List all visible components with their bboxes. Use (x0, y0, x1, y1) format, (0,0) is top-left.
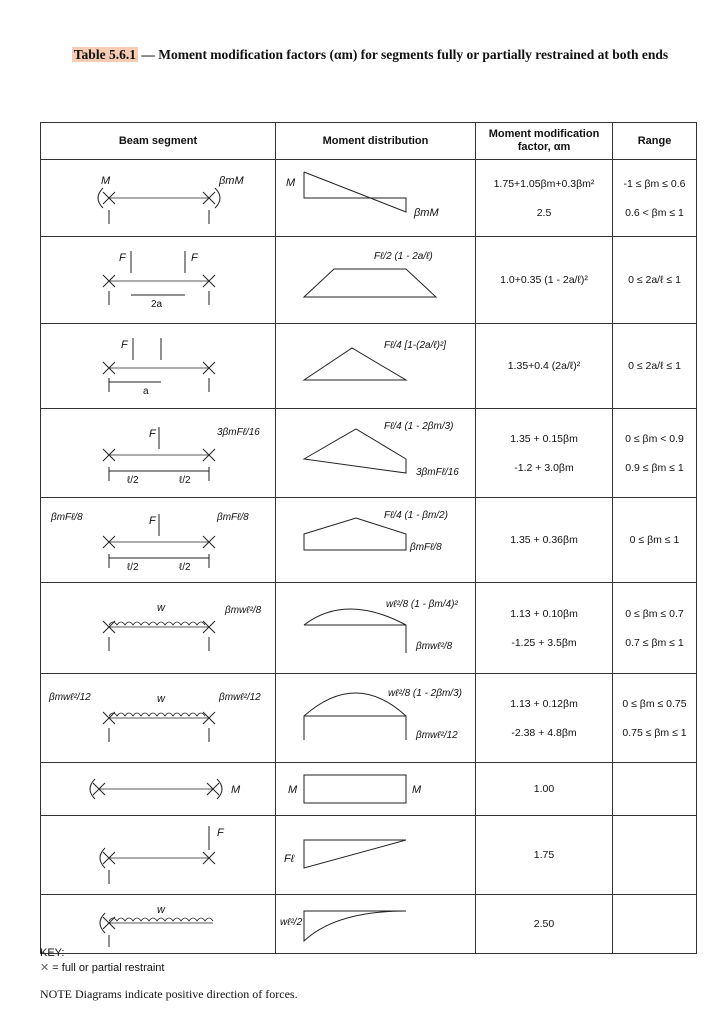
factor-value: 1.75+1.05βm+0.3βm² (493, 177, 595, 190)
factor-cell (476, 237, 613, 324)
distributed-load-icon (109, 622, 205, 625)
range-value: 0.9 ≤ βm ≤ 1 (625, 461, 684, 474)
beam-svg (41, 409, 276, 497)
dimension-label: ℓ/2 (179, 475, 191, 486)
key-title: KEY: (40, 947, 65, 959)
dimension-line (109, 378, 209, 392)
beam-diagram (41, 160, 276, 237)
factor-value: 1.35 + 0.36βm (510, 534, 578, 546)
beam-svg (41, 583, 276, 673)
table-row (41, 409, 697, 498)
factor-cell (476, 816, 613, 895)
table-number: Table 5.6.1 (73, 47, 136, 62)
distribution-diagram (276, 324, 476, 409)
factor-cell (476, 583, 613, 674)
end-moment-label: βmwℓ²/12 (219, 692, 261, 703)
distribution-svg (276, 498, 476, 582)
distribution-diagram (276, 674, 476, 763)
dist-label: Fℓ/4 (1 - βm/2) (384, 510, 448, 521)
header-row (41, 123, 697, 160)
distribution-svg (276, 895, 476, 953)
beam-diagram (41, 237, 276, 324)
distribution-svg (276, 237, 476, 323)
distributed-load-icon (109, 918, 213, 921)
range-value: 0 ≤ 2a/ℓ ≤ 1 (628, 274, 681, 286)
dist-right-label: M (412, 784, 422, 796)
dist-left-label: wℓ²/2 (280, 917, 303, 928)
factor-cell (476, 324, 613, 409)
header-range: Range (613, 123, 697, 160)
factor-value: 1.35+0.4 (2a/ℓ)² (507, 360, 581, 372)
key-text: = full or partial restraint (52, 962, 165, 974)
distribution-diagram (276, 895, 476, 954)
beam-svg (41, 895, 276, 953)
distribution-diagram (276, 498, 476, 583)
dimension-label: 2a (151, 299, 163, 310)
factor-cell (476, 498, 613, 583)
key-row (40, 961, 164, 976)
range-cell (613, 409, 697, 498)
beam-diagram (41, 583, 276, 674)
dist-label: Fℓ/2 (1 - 2a/ℓ) (374, 251, 433, 262)
end-moment-label: βmFℓ/8 (51, 512, 83, 523)
factor-cell (476, 409, 613, 498)
range-value: 0 ≤ βm ≤ 0.7 (625, 607, 684, 620)
range-cell (613, 674, 697, 763)
dimension-label: ℓ/2 (127, 475, 139, 486)
factor-value: -2.38 + 4.8βm (511, 726, 577, 739)
moment-diagram-shape (304, 518, 406, 550)
range-value: 0.6 < βm ≤ 1 (625, 206, 684, 219)
beam-right-moment: βmM (219, 175, 244, 187)
range-value: 0 ≤ 2a/ℓ ≤ 1 (628, 360, 681, 372)
header-beam-segment: Beam segment (41, 123, 276, 160)
load-label: w (157, 693, 165, 705)
distribution-diagram (276, 583, 476, 674)
moment-diagram-shape (304, 269, 436, 297)
factor-value: 1.13 + 0.10βm (510, 607, 578, 620)
table-row (41, 895, 697, 954)
distribution-svg (276, 816, 476, 894)
range-cell (613, 895, 697, 954)
distributed-load-icon (109, 713, 205, 716)
distribution-svg (276, 409, 476, 497)
end-moment-label: βmFℓ/8 (217, 512, 249, 523)
force-label: F (119, 252, 126, 264)
beam-svg (41, 816, 276, 894)
force-label: F (217, 827, 224, 839)
distribution-diagram (276, 816, 476, 895)
factor-value: 1.35 + 0.15βm (510, 432, 578, 445)
factor-value: 1.13 + 0.12βm (510, 697, 578, 710)
range-value: -1 ≤ βm ≤ 0.6 (623, 177, 686, 190)
factor-value: 2.50 (533, 918, 555, 930)
dimension-label: ℓ/2 (127, 562, 139, 573)
dimension-label: a (143, 386, 149, 397)
moment-diagram-shape (304, 775, 406, 803)
range-cell (613, 160, 697, 237)
beam-diagram (41, 324, 276, 409)
moment-factor-table (40, 122, 697, 954)
reaction-arrow-icon (109, 728, 209, 742)
factor-cell (476, 674, 613, 763)
table-row (41, 160, 697, 237)
note-text: NOTE Diagrams indicate positive direction of forces. (40, 987, 298, 1001)
table-caption: — Moment modification factors (αm) for segments fully or partially restrained at both ends (137, 47, 669, 62)
dimension-line (109, 467, 209, 481)
beam-svg (41, 674, 276, 762)
range-value: 0.75 ≤ βm ≤ 1 (622, 726, 687, 739)
moment-diagram-shape (304, 429, 406, 473)
factor-value: 1.0+0.35 (1 - 2a/ℓ)² (500, 274, 588, 286)
table-row (41, 498, 697, 583)
beam-left-moment: M (101, 175, 111, 187)
dist-label: βmFℓ/8 (410, 542, 442, 553)
dist-label: wℓ²/8 (1 - βm/4)² (386, 599, 458, 610)
load-label: w (157, 602, 165, 614)
distribution-diagram (276, 763, 476, 816)
range-cell (613, 763, 697, 816)
dimension-label: ℓ/2 (179, 562, 191, 573)
moment-diagram-shape (304, 840, 406, 868)
dist-label: Fℓ/4 [1-(2a/ℓ)²] (384, 340, 447, 351)
end-moment-label: βmwℓ²/12 (49, 692, 91, 703)
reaction-arrow-icon (109, 637, 209, 651)
end-moment-label: M (231, 784, 241, 796)
factor-value: 1.00 (533, 783, 555, 795)
key-legend (40, 946, 164, 976)
factor-cell (476, 895, 613, 954)
range-value: 0 ≤ βm ≤ 0.75 (622, 697, 687, 710)
table-row (41, 237, 697, 324)
beam-diagram (41, 498, 276, 583)
table-row (41, 816, 697, 895)
range-cell (613, 237, 697, 324)
header-moment-distribution: Moment distribution (276, 123, 476, 160)
distribution-svg (276, 160, 476, 236)
beam-diagram (41, 763, 276, 816)
table-row (41, 324, 697, 409)
factor-value: -1.25 + 3.5βm (511, 636, 577, 649)
range-cell (613, 498, 697, 583)
dimension-line (109, 554, 209, 568)
distribution-svg (276, 674, 476, 762)
force-arrow-icon (131, 251, 185, 273)
dist-label: Fℓ/4 (1 - 2βm/3) (384, 421, 454, 432)
factor-value: -1.2 + 3.0βm (514, 461, 574, 474)
force-label: F (191, 252, 198, 264)
range-cell (613, 583, 697, 674)
factor-value: 1.75 (533, 849, 555, 861)
dist-label: βmwℓ²/8 (416, 641, 453, 652)
beam-svg (41, 324, 276, 408)
factor-value: 2.5 (536, 206, 552, 219)
range-value: 0 ≤ βm < 0.9 (625, 432, 684, 445)
range-cell (613, 324, 697, 409)
beam-diagram (41, 816, 276, 895)
restraint-icon: ✕ (40, 962, 50, 974)
distribution-svg (276, 763, 476, 815)
force-label: F (121, 339, 128, 351)
distribution-svg (276, 583, 476, 673)
header-modification-factor: Moment modification factor, αm (476, 123, 613, 160)
factor-cell (476, 160, 613, 237)
table-title (40, 46, 700, 63)
beam-svg (41, 160, 276, 236)
end-moment-label: βmwℓ²/8 (225, 605, 262, 616)
beam-svg (41, 498, 276, 582)
dist-label: βmwℓ²/12 (416, 730, 458, 741)
beam-diagram (41, 895, 276, 954)
dist-label: wℓ²/8 (1 - 2βm/3) (388, 688, 462, 699)
dist-left-label: Fℓ (284, 853, 295, 865)
range-value: 0.7 ≤ βm ≤ 1 (625, 636, 684, 649)
beam-diagram (41, 409, 276, 498)
distribution-diagram (276, 409, 476, 498)
table-row (41, 763, 697, 816)
end-moment-label: 3βmFℓ/16 (217, 427, 260, 438)
force-arrow-icon (133, 338, 161, 360)
moment-diagram-shape (304, 693, 406, 740)
force-label: F (149, 428, 156, 440)
dist-right-label: βmM (414, 207, 439, 219)
factor-cell (476, 763, 613, 816)
beam-svg (41, 237, 276, 323)
moment-diagram-shape (304, 609, 406, 653)
reaction-arrow-icon (109, 210, 209, 224)
range-value: 0 ≤ βm ≤ 1 (629, 534, 680, 546)
dist-left-label: M (288, 784, 298, 796)
moment-diagram-shape (304, 348, 406, 380)
range-cell (613, 816, 697, 895)
beam-diagram (41, 674, 276, 763)
moment-diagram-shape (304, 911, 406, 941)
dist-label: 3βmFℓ/16 (416, 467, 459, 478)
force-label: F (149, 515, 156, 527)
beam-svg (41, 763, 276, 815)
load-label: w (157, 904, 165, 916)
distribution-diagram (276, 160, 476, 237)
distribution-diagram (276, 237, 476, 324)
table-row (41, 674, 697, 763)
dist-left-label: M (286, 177, 296, 189)
table-row (41, 583, 697, 674)
distribution-svg (276, 324, 476, 408)
moment-diagram-shape (304, 172, 406, 212)
